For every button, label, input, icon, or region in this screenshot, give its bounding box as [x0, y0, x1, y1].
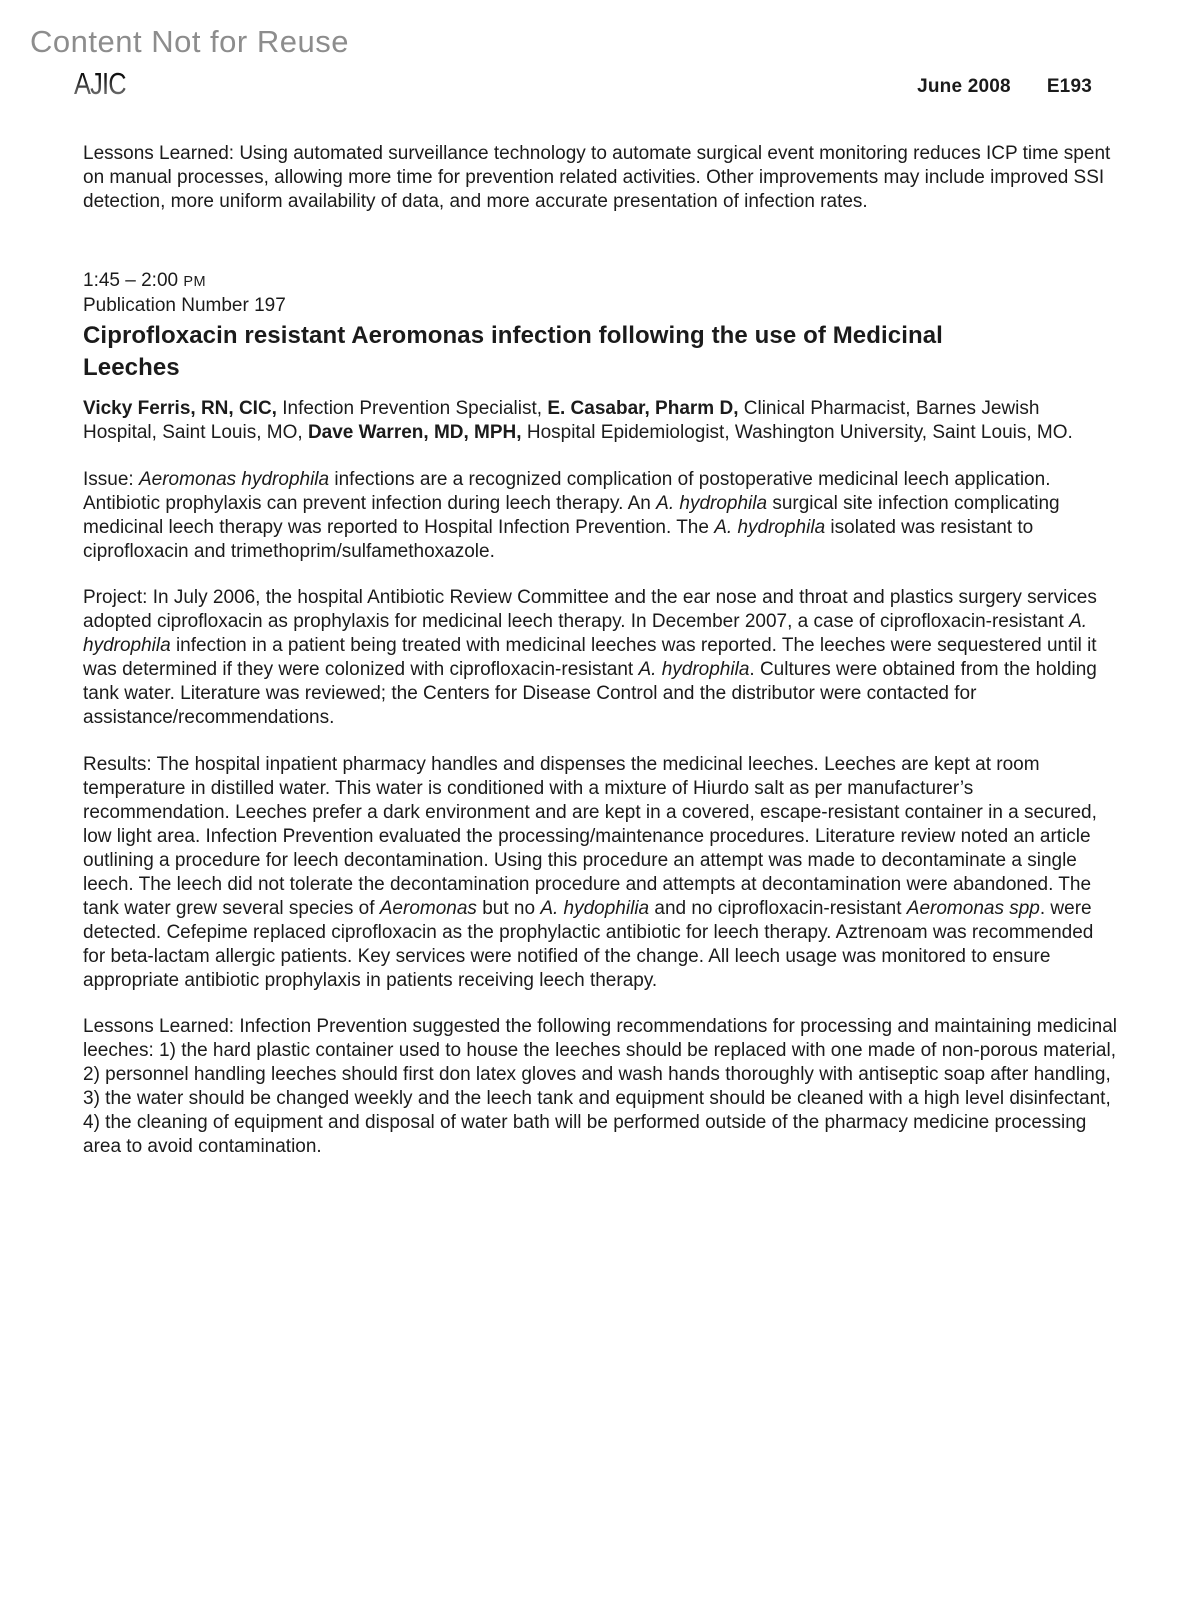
- text-run: Dave Warren, MD, MPH,: [307, 422, 527, 443]
- text-run: surgical site infection complicating medicinal leech therapy was reported to Hospital Infection Prevention. The: [83, 493, 1060, 538]
- text-run: A. hydrophila: [714, 517, 826, 538]
- session-info: [83, 269, 1117, 318]
- ajic-journal-logo: AJIC: [74, 66, 126, 101]
- text-run: . Cultures were obtained from the holding tank water. Literature was reviewed; the Centers for Disease Control and the distributor were contacted for assistance/recommendations.: [83, 659, 1097, 728]
- session-time: [83, 269, 1117, 294]
- text-run: Vicky Ferris, RN, CIC,: [83, 398, 283, 419]
- session-time-range: 1:45 – 2:00: [83, 270, 179, 291]
- abstract-project-paragraph: [83, 586, 1117, 730]
- text-run: Aeromonas hydrophila: [138, 469, 330, 490]
- abstract-results-paragraph: [83, 753, 1117, 993]
- text-run: and no ciprofloxacin-resistant: [649, 898, 907, 919]
- text-run: Aeromonas: [379, 898, 477, 919]
- abstract-authors: [83, 397, 1117, 445]
- text-run: isolated was resistant to ciprofloxacin and trimethoprim/sulfamethoxazole.: [83, 517, 1034, 562]
- text-run: but no: [476, 898, 541, 919]
- text-run: infections are a recognized complication of postoperative medicinal leech application. Antibiotic prophylaxis can prevent infection during leech therapy. An: [83, 469, 1051, 514]
- text-run: Hospital Epidemiologist, Washington University, Saint Louis, MO.: [526, 422, 1073, 443]
- issue-date: June 2008: [917, 76, 1011, 97]
- page-header-folio: [917, 76, 1092, 98]
- text-run: Infection Prevention Specialist,: [282, 398, 548, 419]
- previous-abstract-lessons-learned: [83, 142, 1117, 214]
- text-run: Clinical Pharmacist, Barnes Jewish Hospital, Saint Louis, MO,: [83, 398, 1040, 443]
- text-run: Project: In July 2006, the hospital Antibiotic Review Committee and the ear nose and throat and plastics surgery services adopted ciprofloxacin as prophylaxis for medicinal leech therapy. In December 2007, a case of ciprofloxacin-resistant: [83, 587, 1097, 632]
- text-run: Lessons Learned: Using automated surveillance technology to automate surgical event monitoring reduces ICP time spent on manual processes, allowing more time for prevention related activities. Other improvements may include improved SSI detection, more uniform availability of data, and more accurate presentation of infection rates.: [83, 143, 1111, 212]
- abstract-lessons-learned-paragraph: [83, 1015, 1117, 1159]
- content-not-for-reuse-watermark: Content Not for Reuse: [30, 24, 349, 59]
- abstract-content-column: [83, 142, 1117, 1159]
- page-number: E193: [1046, 76, 1092, 97]
- text-run: infection in a patient being treated with medicinal leeches was reported. The leeches were sequestered until it was determined if they were colonized with ciprofloxacin-resistant: [83, 635, 1097, 680]
- text-run: A. hydophilia: [540, 898, 650, 919]
- text-run: Lessons Learned: Infection Prevention suggested the following recommendations for processing and maintaining medicinal leeches: 1) the hard plastic container used to house the leeches should be replaced with one made of non-porous material, 2) personnel handling leeches should first don latex gloves and wash hands thoroughly with antiseptic soap after handling, 3) the water should be changed weekly and the leech tank and equipment should be cleaned with a high level disinfectant, 4) the cleaning of equipment and disposal of water bath will be performed outside of the pharmacy medicine processing area to avoid contamination.: [83, 1016, 1118, 1157]
- abstract-issue-paragraph: [83, 468, 1117, 564]
- text-run: A. hydrophila: [656, 493, 768, 514]
- text-run: E. Casabar, Pharm D,: [547, 398, 744, 419]
- text-run: Issue:: [83, 469, 139, 490]
- publication-number: Publication Number 197: [83, 295, 286, 316]
- text-run: Results: The hospital inpatient pharmacy handles and dispenses the medicinal leeches. Leeches are kept at room temperature in distilled water. This water is conditioned with a mixture of Hiurdo salt as per manufacturer’s recommendation. Leeches prefer a dark environment and are kept in a covered, escape-resistant container in a secured, low light area. Infection Prevention evaluated the processing/maintenance procedures. Literature review noted an article outlining a procedure for leech decontamination. Using this procedure an attempt was made to decontaminate a single leech. The leech did not tolerate the decontamination procedure and attempts at decontamination were abandoned. The tank water grew several species of: [83, 754, 1097, 919]
- session-time-meridiem: PM: [183, 274, 207, 290]
- text-run: Aeromonas spp: [906, 898, 1040, 919]
- text-run: . were detected. Cefepime replaced ciprofloxacin as the prophylactic antibiotic for leech therapy. Aztrenoam was recommended for beta-lactam allergic patients. Key services were notified of the change. All leech usage was monitored to ensure appropriate antibiotic prophylaxis in patients receiving leech therapy.: [83, 898, 1094, 991]
- abstract-title: Ciprofloxacin resistant Aeromonas infection following the use of Medicinal Leeches: [83, 322, 943, 381]
- text-run: A. hydrophila: [83, 611, 1088, 656]
- text-run: A. hydrophila: [638, 659, 750, 680]
